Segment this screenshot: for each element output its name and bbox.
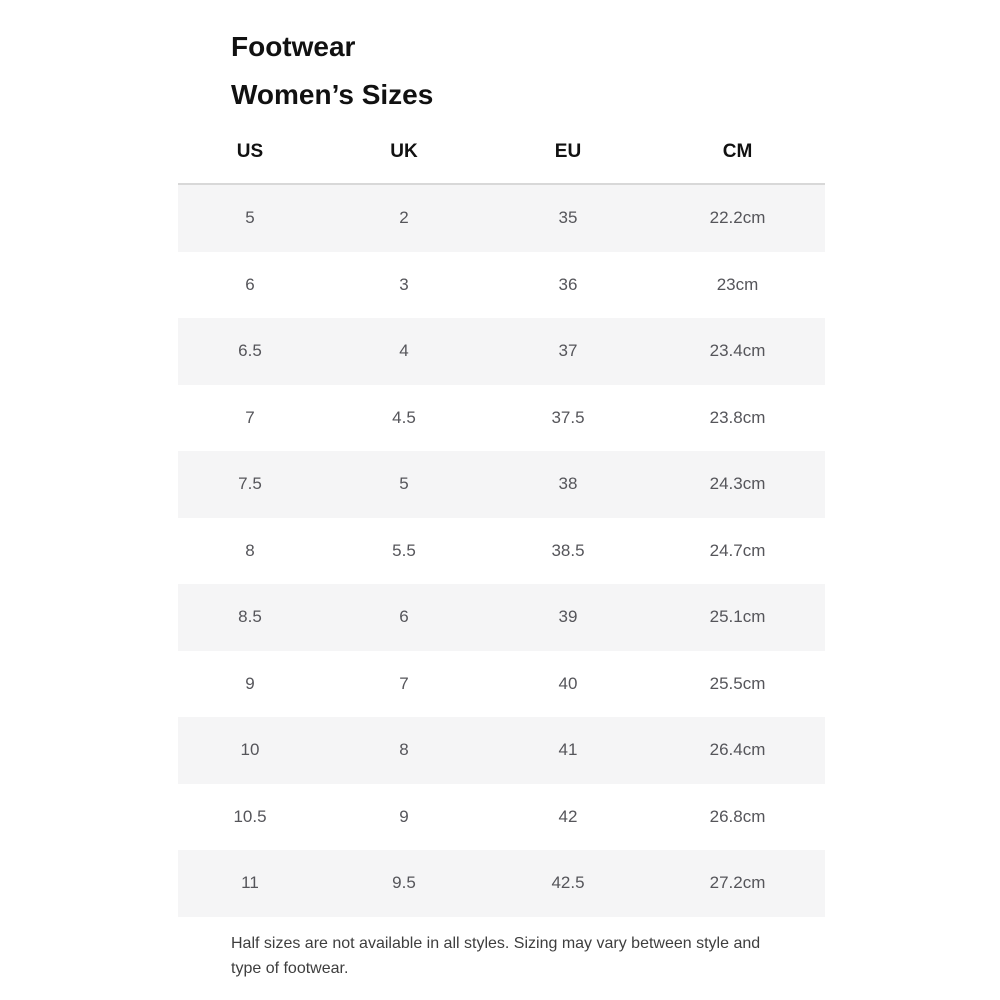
size-cell: 38.5 xyxy=(551,540,585,560)
footnote: Half sizes are not available in all styles. Sizing may vary between style and type of footwear. xyxy=(231,935,761,977)
size-cell: 27.2cm xyxy=(709,873,766,893)
size-cell: 22.2cm xyxy=(709,208,766,228)
size-cell: 6.5 xyxy=(238,341,262,361)
size-cell: 2 xyxy=(399,208,409,228)
size-cell: 8.5 xyxy=(238,607,262,627)
size-cell: 10 xyxy=(240,740,260,760)
size-cell: 7.5 xyxy=(238,474,262,494)
size-cell: 7 xyxy=(399,673,409,693)
size-cell: 5 xyxy=(399,474,409,494)
table-row xyxy=(178,584,825,651)
size-cell: 39 xyxy=(558,607,578,627)
size-cell: 25.1cm xyxy=(709,607,766,627)
size-cell: 9 xyxy=(245,673,255,693)
size-cell: 38 xyxy=(558,474,578,494)
size-cell: 35 xyxy=(558,208,578,228)
size-cell: 26.4cm xyxy=(709,740,766,760)
size-cell: 10.5 xyxy=(233,806,267,826)
page-title-category: Footwear xyxy=(231,31,356,62)
size-table xyxy=(178,183,825,917)
size-cell: 26.8cm xyxy=(709,806,766,826)
table-row xyxy=(178,451,825,518)
table-row xyxy=(178,318,825,385)
size-cell: 3 xyxy=(399,274,409,294)
size-cell: 24.7cm xyxy=(709,540,766,560)
size-cell: 36 xyxy=(558,274,578,294)
size-cell: 4 xyxy=(399,341,409,361)
size-cell: 5.5 xyxy=(392,540,416,560)
size-cell: 41 xyxy=(558,740,578,760)
table-row xyxy=(178,518,825,585)
table-row xyxy=(178,717,825,784)
size-cell: 5 xyxy=(245,208,255,228)
size-cell: 37 xyxy=(558,341,578,361)
header-cell-us: US xyxy=(236,141,264,162)
header-cell-uk: UK xyxy=(390,141,418,162)
table-row xyxy=(178,385,825,452)
table-row xyxy=(178,252,825,319)
size-cell: 6 xyxy=(399,607,409,627)
size-cell: 40 xyxy=(558,673,578,693)
header-cell-eu: EU xyxy=(554,141,582,162)
size-cell: 23.4cm xyxy=(709,341,766,361)
size-cell: 9 xyxy=(399,806,409,826)
table-header-row xyxy=(178,139,825,165)
size-cell: 23.8cm xyxy=(709,407,766,427)
size-cell: 42.5 xyxy=(551,873,585,893)
size-cell: 8 xyxy=(245,540,255,560)
table-row xyxy=(178,784,825,851)
header-cell-cm: CM xyxy=(722,141,753,162)
size-cell: 24.3cm xyxy=(709,474,766,494)
size-cell: 6 xyxy=(245,274,255,294)
size-cell: 23cm xyxy=(716,274,759,294)
size-cell: 42 xyxy=(558,806,578,826)
page-title-section: Women’s Sizes xyxy=(231,79,434,110)
size-cell: 8 xyxy=(399,740,409,760)
table-row xyxy=(178,850,825,917)
size-cell: 4.5 xyxy=(392,407,416,427)
size-cell: 9.5 xyxy=(392,873,416,893)
size-cell: 7 xyxy=(245,407,255,427)
table-row xyxy=(178,651,825,718)
size-cell: 25.5cm xyxy=(709,673,766,693)
size-cell: 37.5 xyxy=(551,407,585,427)
table-row xyxy=(178,185,825,252)
size-cell: 11 xyxy=(241,873,259,893)
